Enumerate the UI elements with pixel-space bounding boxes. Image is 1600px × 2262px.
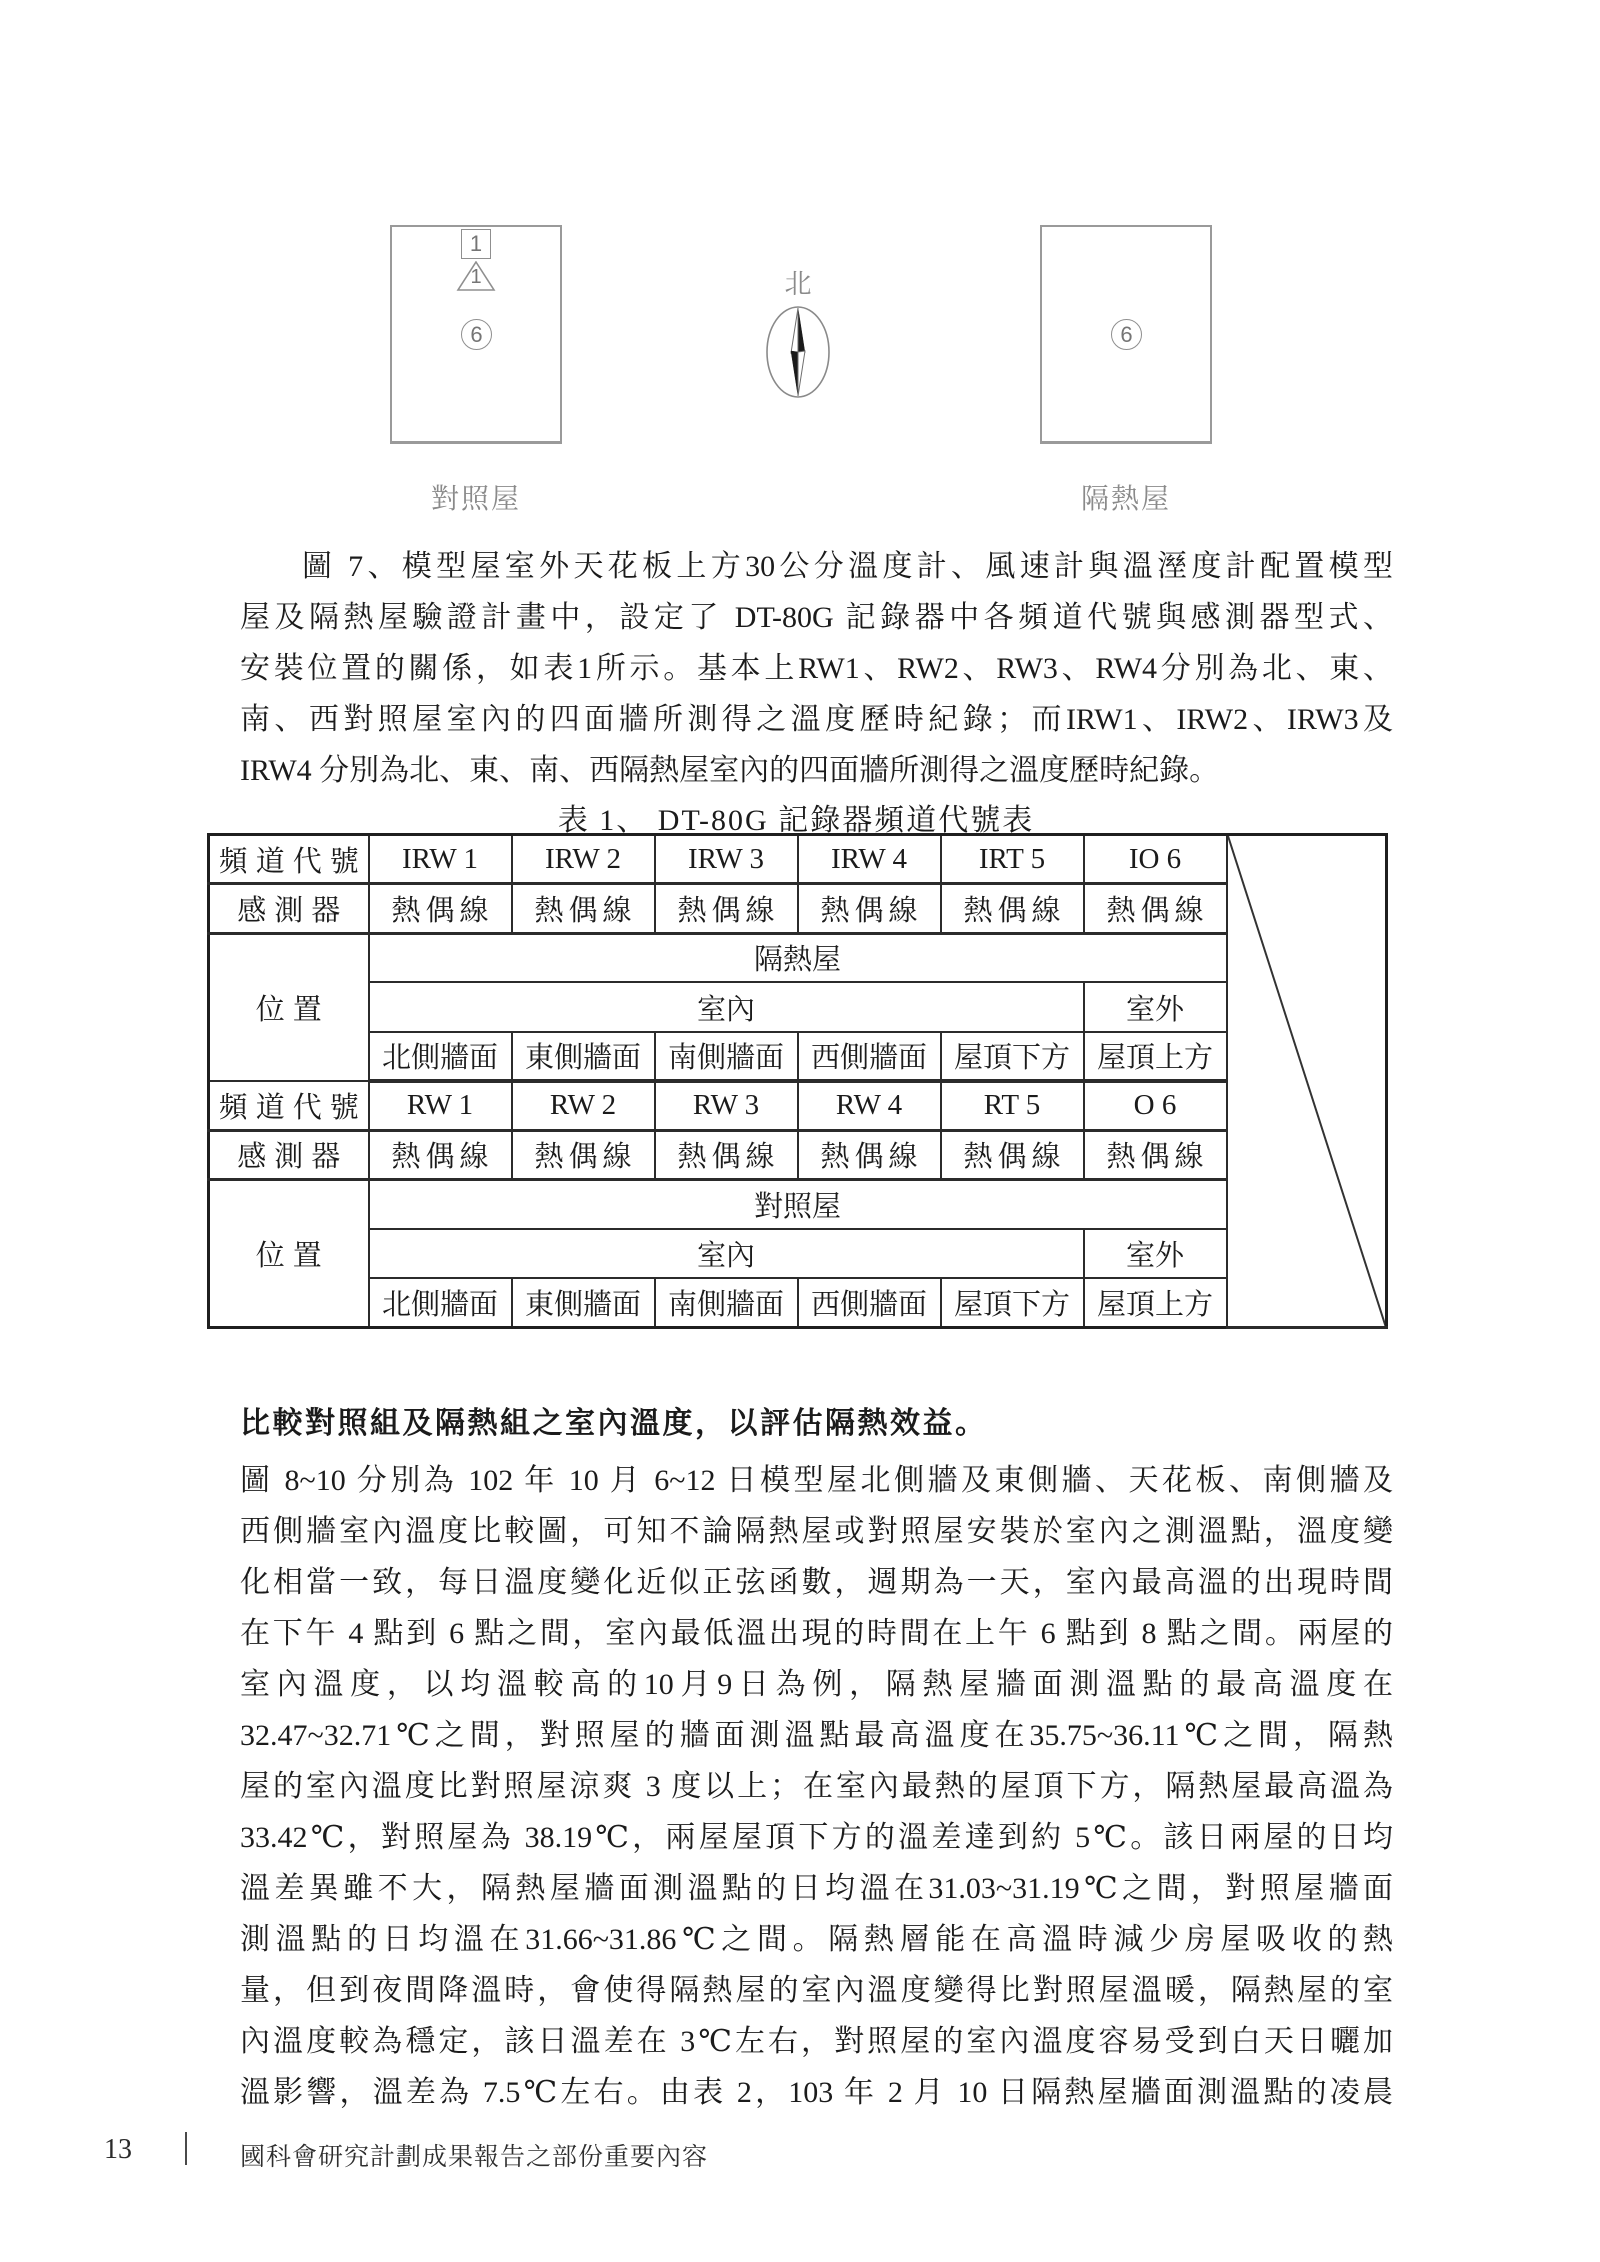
sensor-cell: 熱偶線 (798, 884, 941, 933)
footer-text: 國科會研究計劃成果報告之部份重要內容 (240, 2143, 709, 2171)
body-line: 內溫度較為穩定，該日溫差在 3℃左右，對照屋的室內溫度容易受到白天日曬加 (240, 2025, 1393, 2058)
channel-cell: RW 3 (655, 1081, 798, 1130)
diagonal-line-icon (1228, 836, 1386, 1326)
page-footer (0, 2130, 1600, 2174)
outdoor-cell: 室外 (1084, 1229, 1227, 1278)
indoor-cell: 室內 (369, 982, 1084, 1031)
channel-cell: IRW 3 (655, 835, 798, 884)
control-house-label: 對照屋 (430, 483, 521, 514)
channel-cell: RW 1 (369, 1081, 512, 1130)
north-compass (762, 262, 834, 404)
sensor-cell: 熱偶線 (369, 884, 512, 933)
channel-cell: RW 2 (512, 1081, 655, 1130)
sensor-cell: 熱偶線 (655, 884, 798, 933)
caption-line: 屋及隔熱屋驗證計畫中，設定了 DT-80G 記錄器中各頻道代號與感測器型式、 (240, 601, 1393, 634)
sensor-tag-circle (1111, 319, 1142, 350)
body-line: 在下午 4 點到 6 點之間，室內最低溫出現的時間在上午 6 點到 8 點之間。兩屋的 (240, 1617, 1393, 1650)
row-header-location: 位置 (209, 933, 369, 1081)
sensor-cell: 熱偶線 (941, 884, 1084, 933)
channel-cell: IRW 2 (512, 835, 655, 884)
compass-rose-icon (765, 305, 831, 399)
sensor-cell: 熱偶線 (941, 1130, 1084, 1179)
row-header-sensor: 感測器 (209, 1130, 369, 1179)
body-line: 屋的室內溫度比對照屋涼爽 3 度以上；在室內最熱的屋頂下方，隔熱屋最高溫為 (240, 1770, 1393, 1803)
house-cell: 對照屋 (369, 1180, 1227, 1229)
sensor-cell: 熱偶線 (512, 884, 655, 933)
sensor-tag-triangle (456, 261, 496, 291)
sensor-tag-circle-number: 6 (1120, 321, 1133, 347)
control-house-plan (390, 225, 562, 444)
insulated-house-label: 隔熱屋 (1080, 483, 1171, 514)
body-line: 測溫點的日均溫在31.66~31.86℃之間。隔熱層能在高溫時減少房屋吸收的熱 (240, 1923, 1393, 1956)
table-title: 表 1、 DT-80G 記錄器頻道代號表 (557, 804, 1035, 837)
sensor-tag-circle-number: 6 (470, 321, 483, 347)
indoor-cell: 室內 (369, 1229, 1084, 1278)
channel-cell: O 6 (1084, 1081, 1227, 1130)
sensor-cell: 熱偶線 (512, 1130, 655, 1179)
position-cell: 南側牆面 (655, 1032, 798, 1081)
position-cell: 東側牆面 (512, 1278, 655, 1327)
body-line: 圖 8~10 分別為 102 年 10 月 6~12 日模型屋北側牆及東側牆、天花板、南側牆及 (240, 1464, 1393, 1497)
house-cell: 隔熱屋 (369, 933, 1227, 982)
row-header-location: 位置 (209, 1180, 369, 1328)
caption-line: 安裝位置的關係，如表1所示。基本上RW1、RW2、RW3、RW4分別為北、東、 (240, 652, 1393, 685)
page-number: 13 (104, 2134, 132, 2165)
body-line: 溫影響，溫差為 7.5℃左右。由表 2，103 年 2 月 10 日隔熱屋牆面測溫點的凌晨 (240, 2076, 1393, 2109)
body-line: 西側牆室內溫度比較圖，可知不論隔熱屋或對照屋安裝於室內之測溫點，溫度變 (240, 1515, 1393, 1548)
position-cell: 北側牆面 (369, 1032, 512, 1081)
channel-cell: IRT 5 (941, 835, 1084, 884)
body-line: 33.42℃，對照屋為 38.19℃，兩屋屋頂下方的溫差達到約 5℃。該日兩屋的日均 (240, 1821, 1393, 1854)
sensor-cell: 熱偶線 (1084, 1130, 1227, 1179)
body-line: 溫差異雖不大，隔熱屋牆面測溫點的日均溫在31.03~31.19℃之間，對照屋牆面 (240, 1872, 1393, 1905)
body-paragraph (240, 1455, 1393, 2118)
sensor-tag-triangle-number: 1 (470, 266, 482, 288)
channel-cell: RW 4 (798, 1081, 941, 1130)
row-header-sensor: 感測器 (209, 884, 369, 933)
channel-code-table (207, 833, 1388, 1329)
sensor-cell: 熱偶線 (798, 1130, 941, 1179)
sensor-cell: 熱偶線 (1084, 884, 1227, 933)
table-empty-diagonal-cell (1227, 835, 1387, 1328)
body-section-heading: 比較對照組及隔熱組之室內溫度，以評估隔熱效益。 (240, 1407, 988, 1440)
sensor-tag-square-number: 1 (469, 231, 483, 256)
channel-cell: RT 5 (941, 1081, 1084, 1130)
row-header-channel: 頻道代號 (209, 1081, 369, 1130)
insulated-house-plan (1040, 225, 1212, 444)
caption-line: 圖 7、模型屋室外天花板上方30公分溫度計、風速計與溫溼度計配置模型 (302, 550, 1393, 583)
position-cell: 南側牆面 (655, 1278, 798, 1327)
caption-line: 南、西對照屋室內的四面牆所測得之溫度歷時紀錄；而IRW1、IRW2、IRW3及 (240, 703, 1393, 736)
sensor-cell: 熱偶線 (655, 1130, 798, 1179)
outdoor-cell: 室外 (1084, 982, 1227, 1031)
position-cell: 屋頂上方 (1084, 1032, 1227, 1081)
body-line: 量，但到夜間降溫時，會使得隔熱屋的室內溫度變得比對照屋溫暖，隔熱屋的室 (240, 1974, 1393, 2007)
caption-line: IRW4 分別為北、東、南、西隔熱屋室內的四面牆所測得之溫度歷時紀錄。 (240, 754, 1220, 787)
position-cell: 屋頂下方 (941, 1278, 1084, 1327)
position-cell: 西側牆面 (798, 1278, 941, 1327)
figure-caption-paragraph (240, 541, 1393, 796)
channel-cell: IRW 1 (369, 835, 512, 884)
body-line: 室內溫度，以均溫較高的10月9日為例，隔熱屋牆面測溫點的最高溫度在 (240, 1668, 1393, 1701)
position-cell: 屋頂上方 (1084, 1278, 1227, 1327)
channel-cell: IO 6 (1084, 835, 1227, 884)
position-cell: 屋頂下方 (941, 1032, 1084, 1081)
sensor-tag-circle (461, 319, 492, 350)
channel-cell: IRW 4 (798, 835, 941, 884)
position-cell: 西側牆面 (798, 1032, 941, 1081)
body-line: 化相當一致，每日溫度變化近似正弦函數，週期為一天，室內最高溫的出現時間 (240, 1566, 1393, 1599)
footer-divider (185, 2132, 187, 2165)
north-label: 北 (784, 269, 812, 299)
body-line: 32.47~32.71℃之間，對照屋的牆面測溫點最高溫度在35.75~36.11℃之間，隔熱 (240, 1719, 1393, 1752)
sensor-cell: 熱偶線 (369, 1130, 512, 1179)
row-header-channel: 頻道代號 (209, 835, 369, 884)
position-cell: 北側牆面 (369, 1278, 512, 1327)
position-cell: 東側牆面 (512, 1032, 655, 1081)
sensor-tag-square (461, 229, 491, 259)
